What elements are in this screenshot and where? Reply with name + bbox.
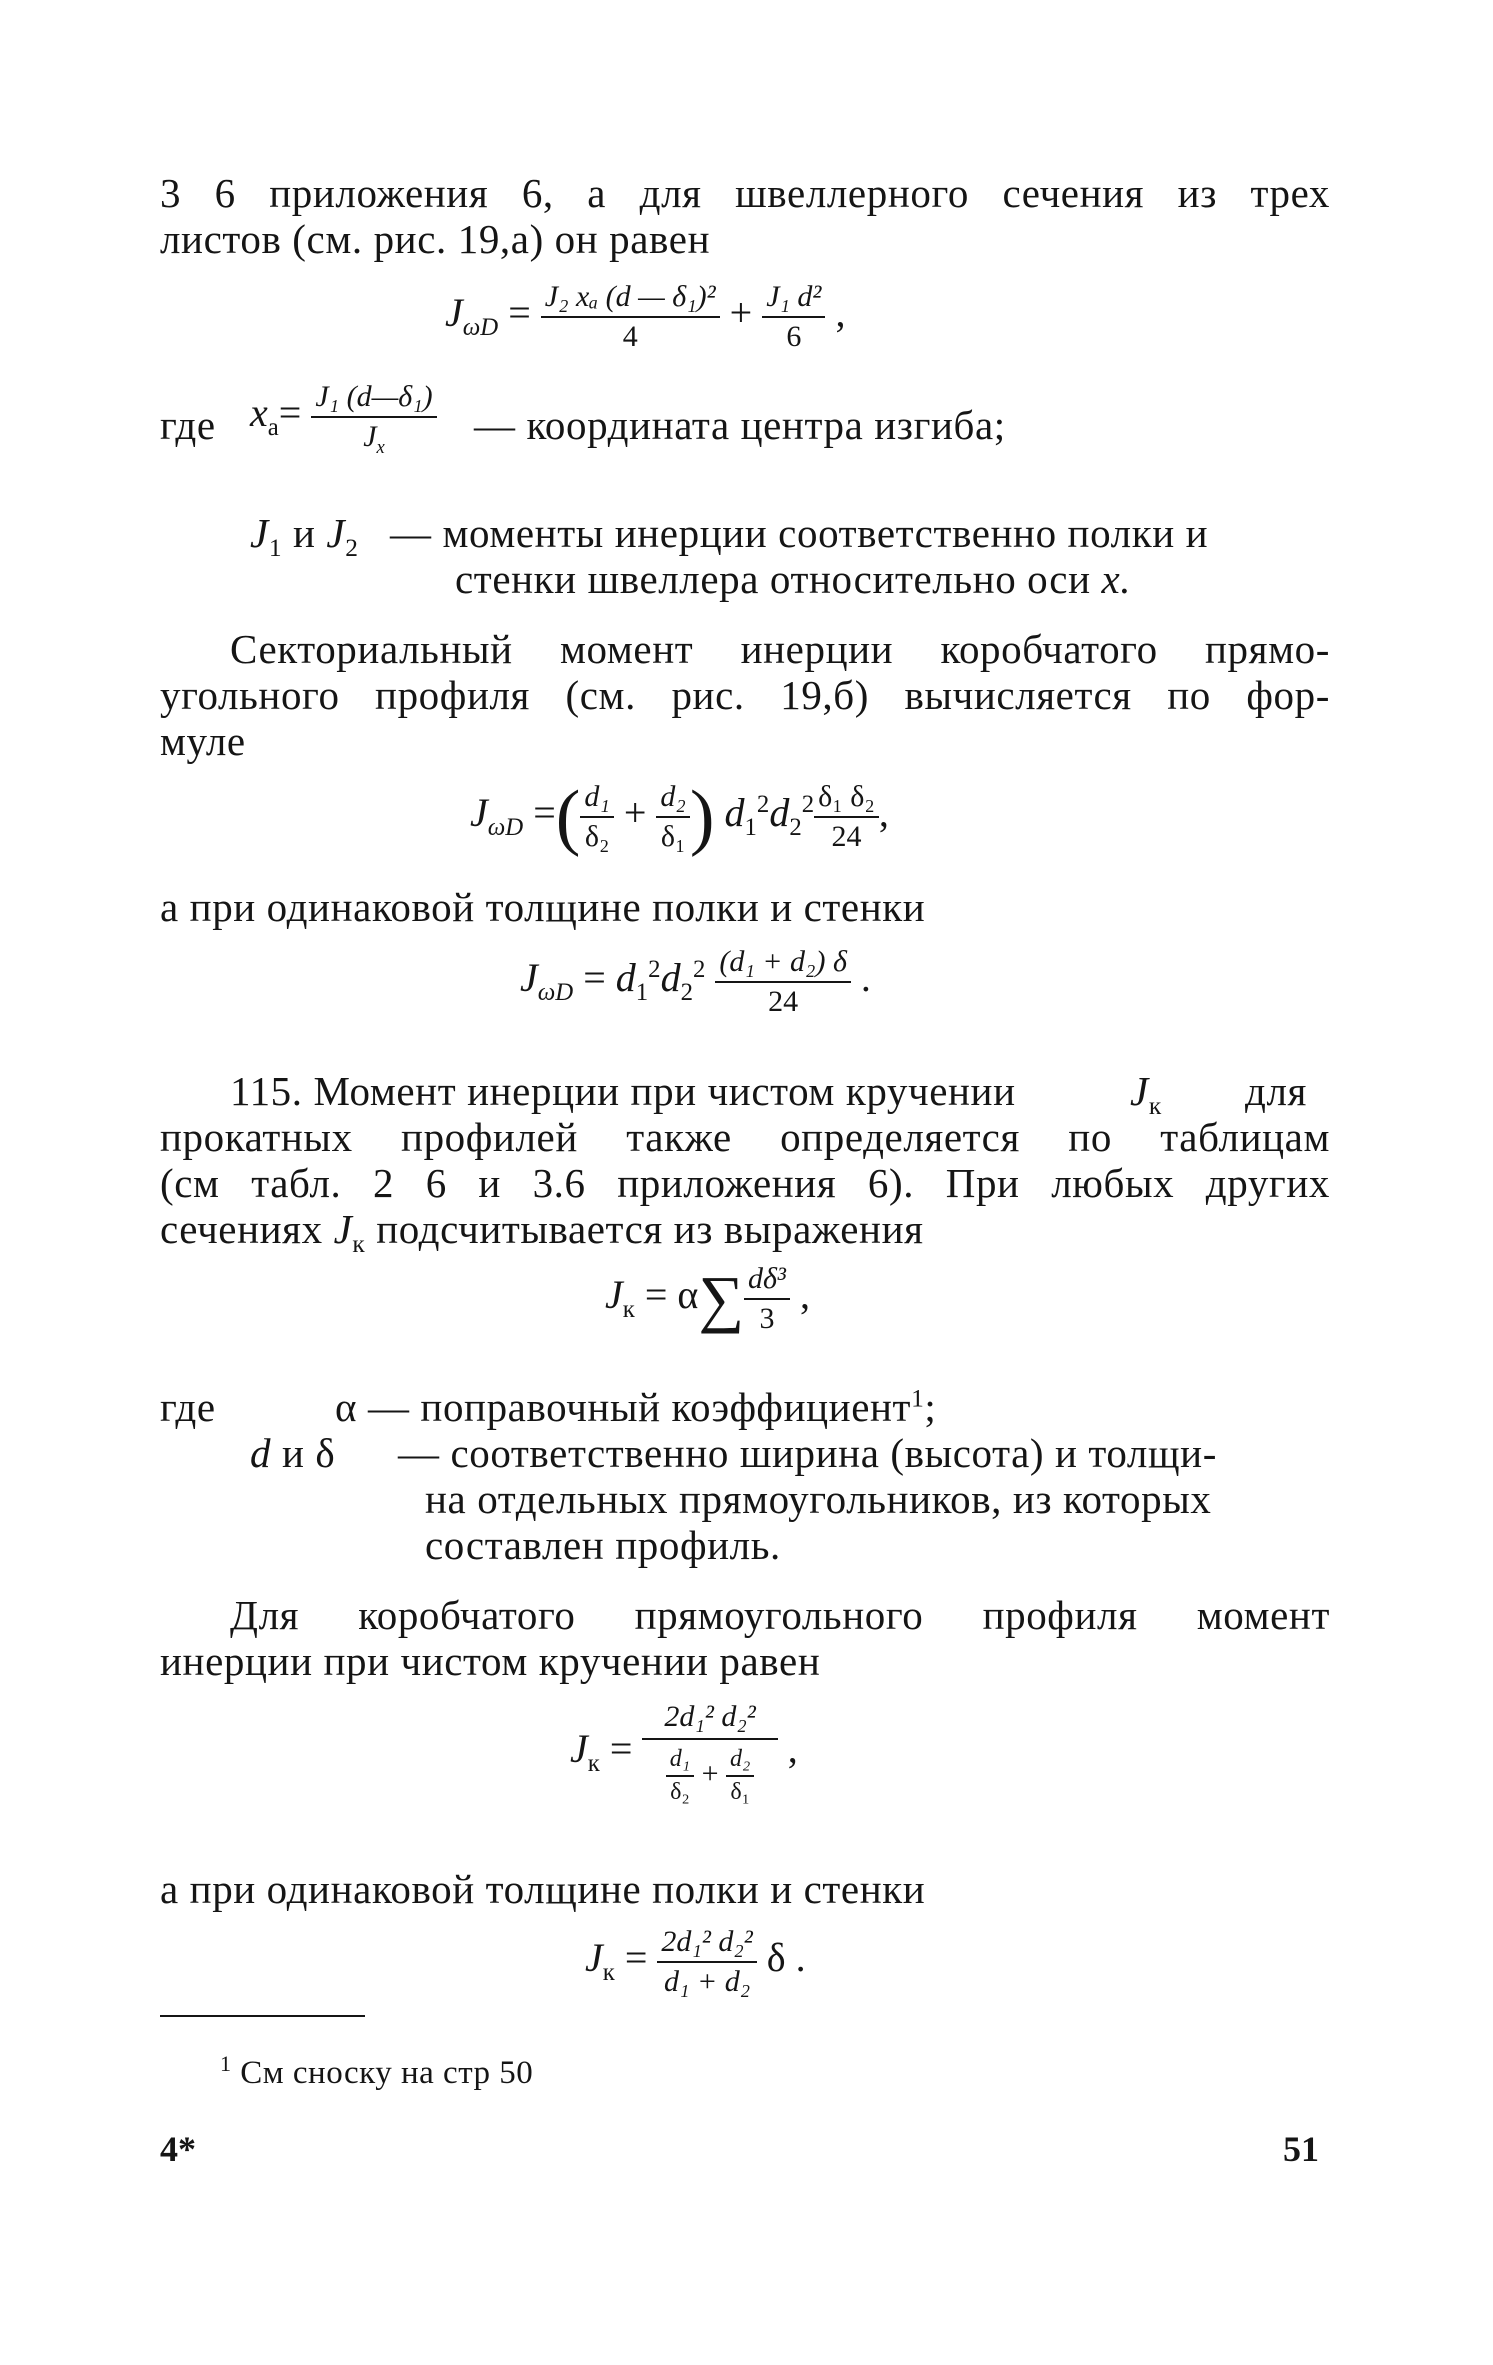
page-number: 51	[1283, 2129, 1319, 2169]
text-line-10-a: 115. Момент инерции при чистом кручении	[230, 1068, 1016, 1114]
text-line-1: 3 6 приложения 6, а для швеллерного сечения из трех	[160, 170, 1330, 216]
text-line-14-b: α — поправочный коэффициент$^1$;	[335, 1384, 937, 1430]
text-line-6: Секториальный момент инерции коробчатого прямо-	[230, 626, 1330, 672]
text-line-16: на отдельных прямоугольников, из которых	[425, 1476, 1212, 1522]
text-line-13: сечениях $J_к$ подсчитывается из выражения	[160, 1206, 924, 1259]
text-line-20: а при одинаковой толщине полки и стенки	[160, 1866, 926, 1912]
signature-mark: 4*	[160, 2129, 196, 2169]
footnote-rule	[160, 2015, 365, 2017]
formula-5: $J_к$ = 2d₁² d₂² $\frac{\text{d₁}}{\text{δ₂}}$ + $\frac{\text{d₂}}{\text{δ₁}}$ ,	[570, 1700, 798, 1805]
formula-3: $J_{\omega D} = d_1^2d_2^2$ $\frac{\text{(d₁ + d₂) δ}}{24}$ .	[520, 945, 871, 1018]
text-line-3-pre: где	[160, 402, 216, 448]
text-line-17: составлен профиль.	[425, 1522, 781, 1568]
text-line-3-post: — координата центра изгиба;	[474, 402, 1006, 448]
text-line-10-b: для	[1245, 1068, 1307, 1114]
text-line-2: листов (см. рис. 19,а) он равен	[160, 216, 711, 262]
formula-1: $J_{\omega D}$ = $\frac{\text{J₂ xₐ (d — δ₁)²}}{4}$ + $\frac{\text{J₁ d²}}{6}$ ,	[445, 280, 846, 353]
text-line-19: инерции при чистом кручении равен	[160, 1638, 821, 1684]
text-line-10-var: $J_к$	[1130, 1068, 1162, 1121]
formula-4: $J_к = \alpha\sum$ $\frac{\text{dδ³}}{3}$ ,	[605, 1262, 810, 1335]
text-line-7: угольного профиля (см. рис. 19,б) вычисляется по фор-	[160, 672, 1330, 718]
formula-xa: $x_а=$ $\frac{\text{J₁ (d—δ₁)}}{J_x}$	[250, 380, 437, 454]
formula-6: $J_к$ = $\frac{\text{2d₁² d₂²}}{\text{d₁ + d₂}}$ δ .	[585, 1925, 806, 1998]
text-line-15-b: — соответственно ширина (высота) и толщи-	[398, 1430, 1217, 1476]
text-line-18: Для коробчатого прямоугольного профиля момент	[230, 1592, 1330, 1638]
text-line-5: стенки швеллера относительно оси x.	[455, 556, 1132, 602]
text-line-9: а при одинаковой толщине полки и стенки	[160, 884, 926, 930]
text-line-4-post: — моменты инерции соответственно полки и	[390, 510, 1209, 556]
text-line-4-pre: $J_1$ и $J_2$	[250, 510, 359, 563]
formula-2: $J_{\omega D}$ =( $\frac{\text{d₁}}{\text{δ₂}}$ + $\frac{\text{d₂}}{\text{δ₁}}$ ) $d_1^2d_2^2$ $\frac{\text{δ₁ δ₂}}{24}$ ,	[470, 776, 889, 858]
text-line-11: прокатных профилей также определяется по таблицам	[160, 1114, 1330, 1160]
footnote	[220, 2051, 534, 2092]
footnote-text: См сноску на стр 50	[240, 2055, 534, 2091]
footnote-mark: 1	[220, 2051, 232, 2076]
text-line-8: муле	[160, 718, 246, 764]
text-line-15-pre: d и δ	[250, 1430, 336, 1476]
text-line-14-a: где	[160, 1384, 216, 1430]
text-line-12: (см табл. 2 6 и 3.6 приложения 6). При любых других	[160, 1160, 1330, 1206]
